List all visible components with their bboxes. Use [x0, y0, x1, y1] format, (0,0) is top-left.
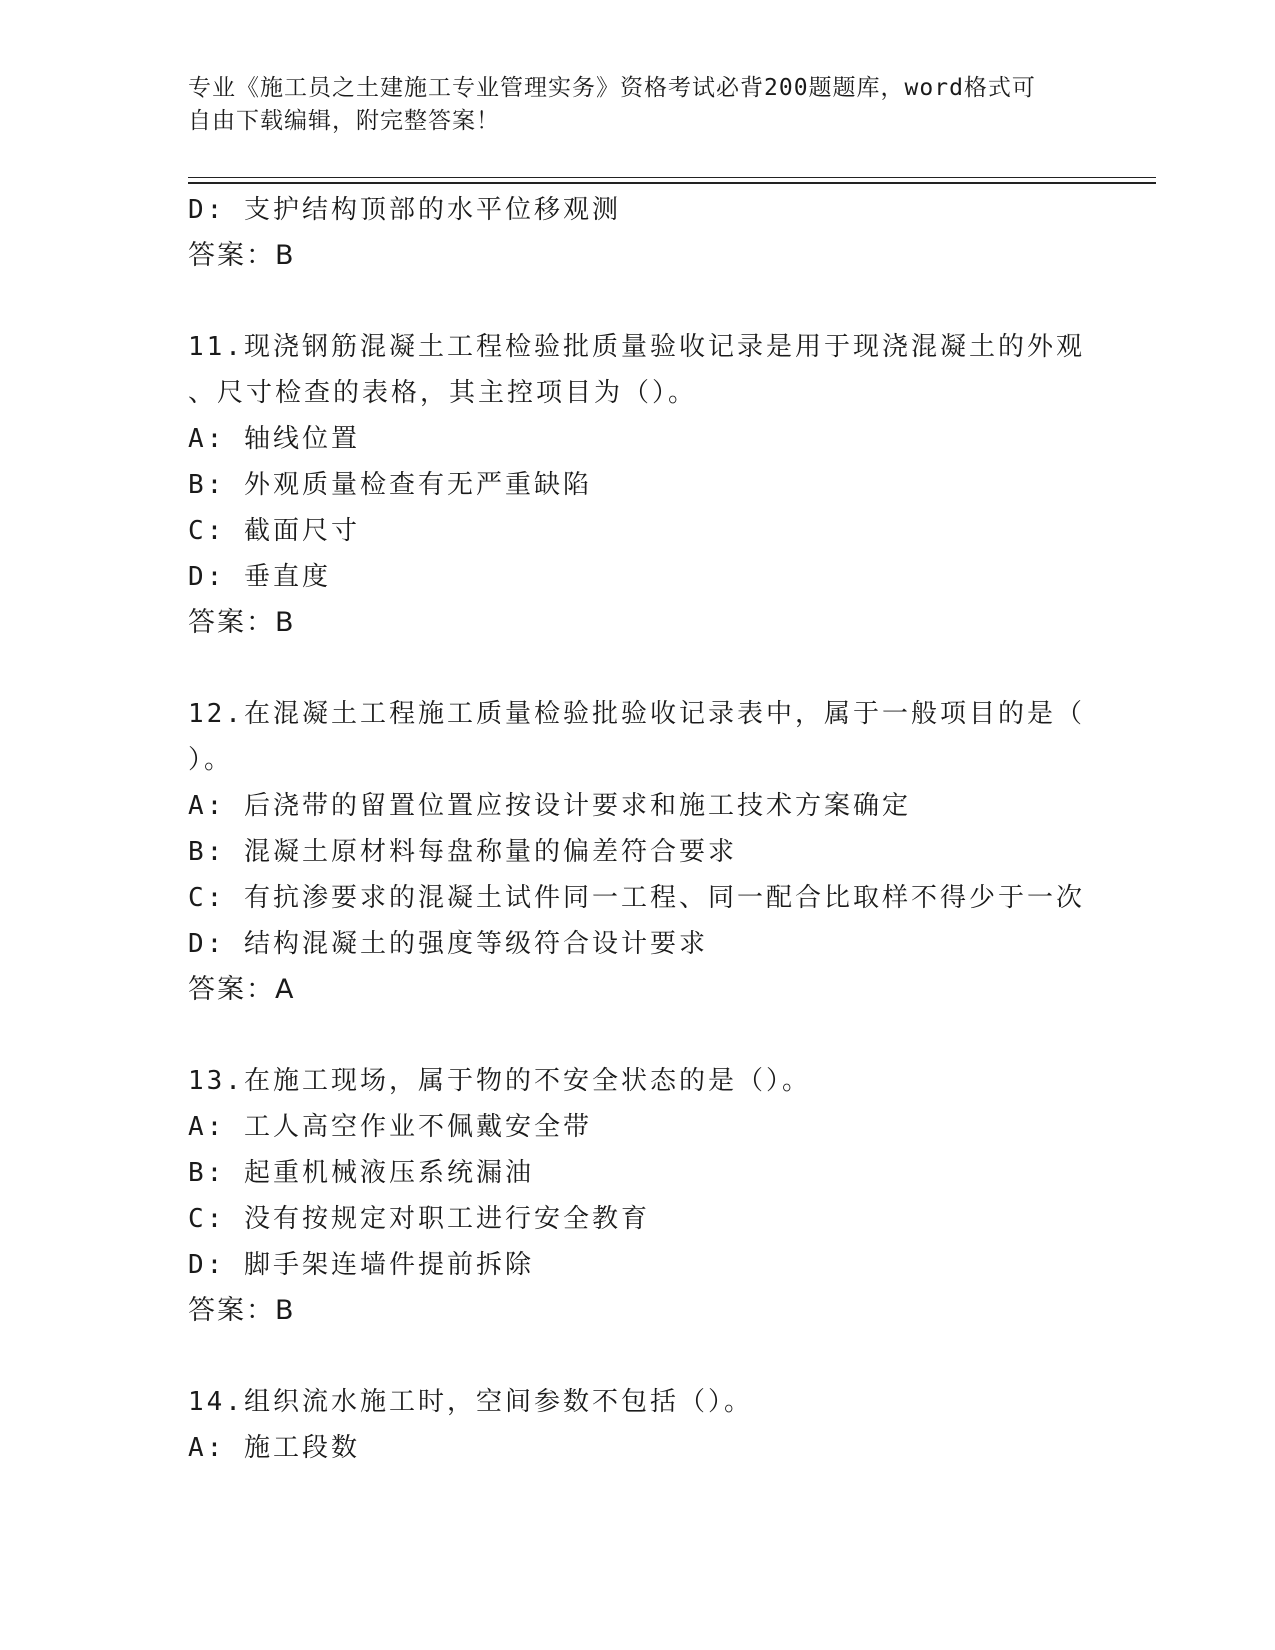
header-title-line-2: 自由下载编辑，附完整答案！	[188, 108, 500, 134]
option-a: A: 工人高空作业不佩戴安全带	[188, 1112, 592, 1142]
question-stem: 13.在施工现场，属于物的不安全状态的是（）。	[188, 1066, 811, 1096]
answer-line: 答案：B	[188, 240, 296, 271]
question-stem: 11.现浇钢筋混凝土工程检验批质量验收记录是用于现浇混凝土的外观	[188, 332, 1085, 362]
option-b: B: 混凝土原材料每盘称量的偏差符合要求	[188, 837, 737, 867]
option-b: B: 外观质量检查有无严重缺陷	[188, 470, 592, 500]
document-header	[188, 72, 1088, 138]
question-list	[188, 187, 1088, 1471]
option-d: D: 结构混凝土的强度等级符合设计要求	[188, 929, 708, 959]
header-title-line-1: 专业《施工员之土建施工专业管理实务》资格考试必背200题题库，word格式可	[188, 75, 1036, 101]
option-c: C: 截面尺寸	[188, 516, 360, 546]
option-d: D: 支护结构顶部的水平位移观测	[188, 195, 621, 225]
question-stem-continued: ）。	[188, 745, 234, 775]
question-block-13	[188, 1058, 1088, 1334]
question-block-11	[188, 324, 1088, 646]
question-block-14	[188, 1379, 1088, 1471]
option-a: A: 施工段数	[188, 1433, 360, 1463]
option-d: D: 垂直度	[188, 562, 331, 592]
question-stem-continued: 、尺寸检查的表格，其主控项目为（）。	[188, 378, 698, 408]
answer-line: 答案：B	[188, 1295, 296, 1326]
option-c: C: 没有按规定对职工进行安全教育	[188, 1204, 650, 1234]
header-divider-thick	[188, 182, 1156, 184]
question-block-prev	[188, 187, 1088, 279]
question-stem: 14.组织流水施工时，空间参数不包括（）。	[188, 1387, 753, 1417]
answer-line: 答案：B	[188, 607, 296, 638]
header-divider-thin	[188, 177, 1156, 178]
option-a: A: 后浇带的留置位置应按设计要求和施工技术方案确定	[188, 791, 911, 821]
question-block-12	[188, 691, 1088, 1013]
option-b: B: 起重机械液压系统漏油	[188, 1158, 534, 1188]
answer-line: 答案：A	[188, 974, 296, 1005]
option-d: D: 脚手架连墙件提前拆除	[188, 1250, 534, 1280]
option-c: C: 有抗渗要求的混凝土试件同一工程、同一配合比取样不得少于一次	[188, 883, 1085, 913]
option-a: A: 轴线位置	[188, 424, 360, 454]
question-stem: 12.在混凝土工程施工质量检验批验收记录表中，属于一般项目的是（	[188, 699, 1085, 729]
